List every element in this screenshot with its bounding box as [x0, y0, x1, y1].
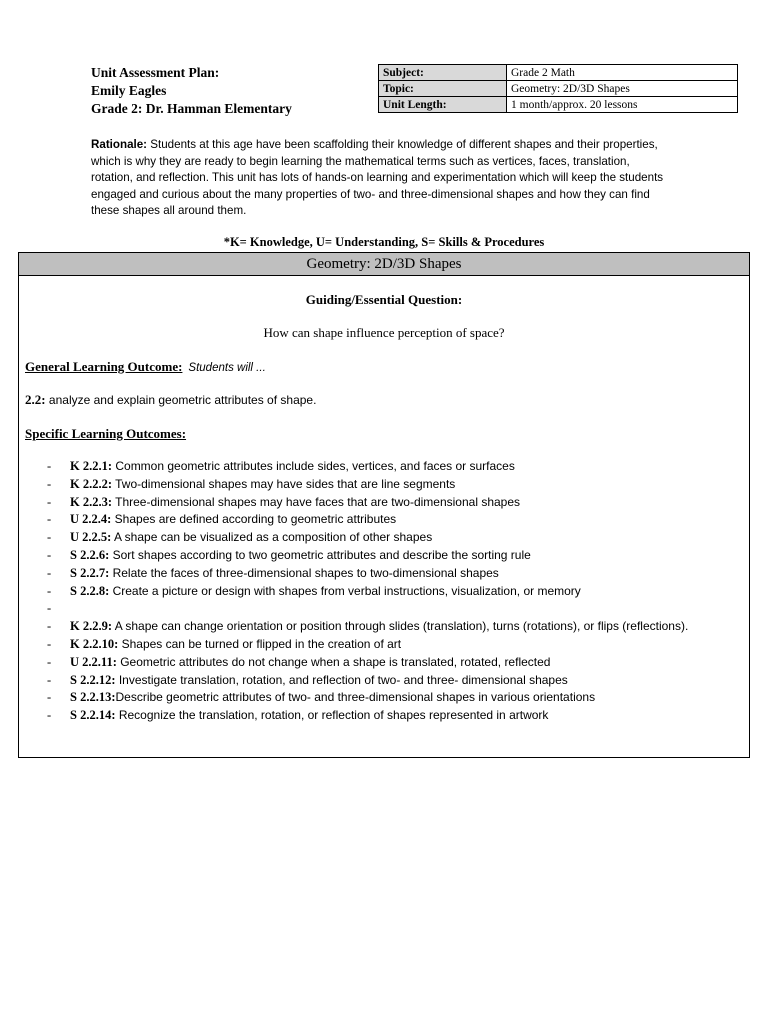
section-title: Geometry: 2D/3D Shapes: [19, 253, 749, 276]
list-item: - K 2.2.1: Common geometric attributes include sides, vertices, and faces or surfaces: [47, 459, 515, 473]
list-item: - U 2.2.5: A shape can be visualized as a composition of other shapes: [47, 530, 433, 545]
list-item: - U 2.2.4: Shapes are defined according to geometric attributes: [47, 512, 397, 527]
unit-length-value: 1 month/approx. 20 lessons: [507, 97, 738, 113]
outcome-2-2: [25, 392, 316, 408]
list-item: - S 2.2.8: Create a picture or design with shapes from verbal instructions, visualization, or memory: [47, 583, 581, 598]
key-legend: *K= Knowledge, U= Understanding, S= Skills & Procedures: [223, 235, 545, 249]
list-item: - K 2.2.2: Two-dimensional shapes may have sides that are line segments: [47, 476, 456, 491]
rationale-paragraph: [91, 137, 671, 220]
document-header: [91, 64, 292, 118]
document-title: Unit Assessment Plan:: [91, 65, 220, 80]
list-item: - K 2.2.10: Shapes can be turned or flipped in the creation of art: [47, 636, 402, 651]
list-item: - S 2.2.14: Recognize the translation, rotation, or reflection of shapes represented in artwork: [47, 708, 549, 723]
topic-value: Geometry: 2D/3D Shapes: [507, 81, 738, 97]
outcomes-box: [18, 252, 750, 758]
unit-length-label: Unit Length:: [379, 97, 507, 113]
table-row: [379, 81, 738, 97]
school-line: Grade 2: Dr. Hamman Elementary: [91, 101, 292, 116]
guiding-question-label: Guiding/Essential Question:: [305, 292, 463, 307]
general-outcome-label: General Learning Outcome:: [25, 359, 183, 374]
subject-value: Grade 2 Math: [507, 65, 738, 81]
general-outcome-text: Students will ...: [188, 362, 266, 374]
rationale-text: Students at this age have been scaffolding their knowledge of different shapes and their properties, which is why they are ready to begin learning the mathematical terms such as vertices, faces, translation, rotation, and reflection. This unit has lots of hands-on learning and experimentation which will keep the students engaged and curious about the many properties of two- and three-dimensional shapes and how they can find these shapes all around them.: [91, 138, 664, 217]
list-item: - K 2.2.9: A shape can change orientation or position through slides (translation), turns (rotations), or flips (reflections).: [47, 619, 689, 634]
specific-outcomes-heading: Specific Learning Outcomes:: [25, 426, 187, 441]
list-item: - K 2.2.3: Three-dimensional shapes may have faces that are two-dimensional shapes: [47, 494, 521, 509]
list-item: - S 2.2.7: Relate the faces of three-dimensional shapes to two-dimensional shapes: [47, 565, 499, 580]
list-item: - U 2.2.11: Geometric attributes do not change when a shape is translated, rotated, reflected: [47, 654, 551, 669]
outcome-code: 2.2:: [25, 392, 46, 407]
outcome-text: analyze and explain geometric attributes of shape.: [45, 393, 317, 407]
general-outcome: [25, 359, 266, 375]
table-row: [379, 65, 738, 81]
table-row: [379, 97, 738, 113]
unit-info-table: [378, 64, 738, 113]
list-item: -: [47, 601, 52, 616]
list-item: - S 2.2.13:Describe geometric attributes of two- and three-dimensional shapes in various orientations: [47, 690, 596, 705]
topic-label: Topic:: [379, 81, 507, 97]
subject-label: Subject:: [379, 65, 507, 81]
rationale-label: Rationale:: [91, 138, 148, 151]
list-item: - S 2.2.12: Investigate translation, rotation, and reflection of two- and three- dimensional shapes: [47, 672, 568, 687]
author-name: Emily Eagles: [91, 83, 167, 98]
guiding-question-text: How can shape influence perception of space?: [263, 325, 505, 340]
list-item: - S 2.2.6: Sort shapes according to two geometric attributes and describe the sorting rule: [47, 547, 531, 562]
specific-outcomes-list: [47, 458, 737, 725]
